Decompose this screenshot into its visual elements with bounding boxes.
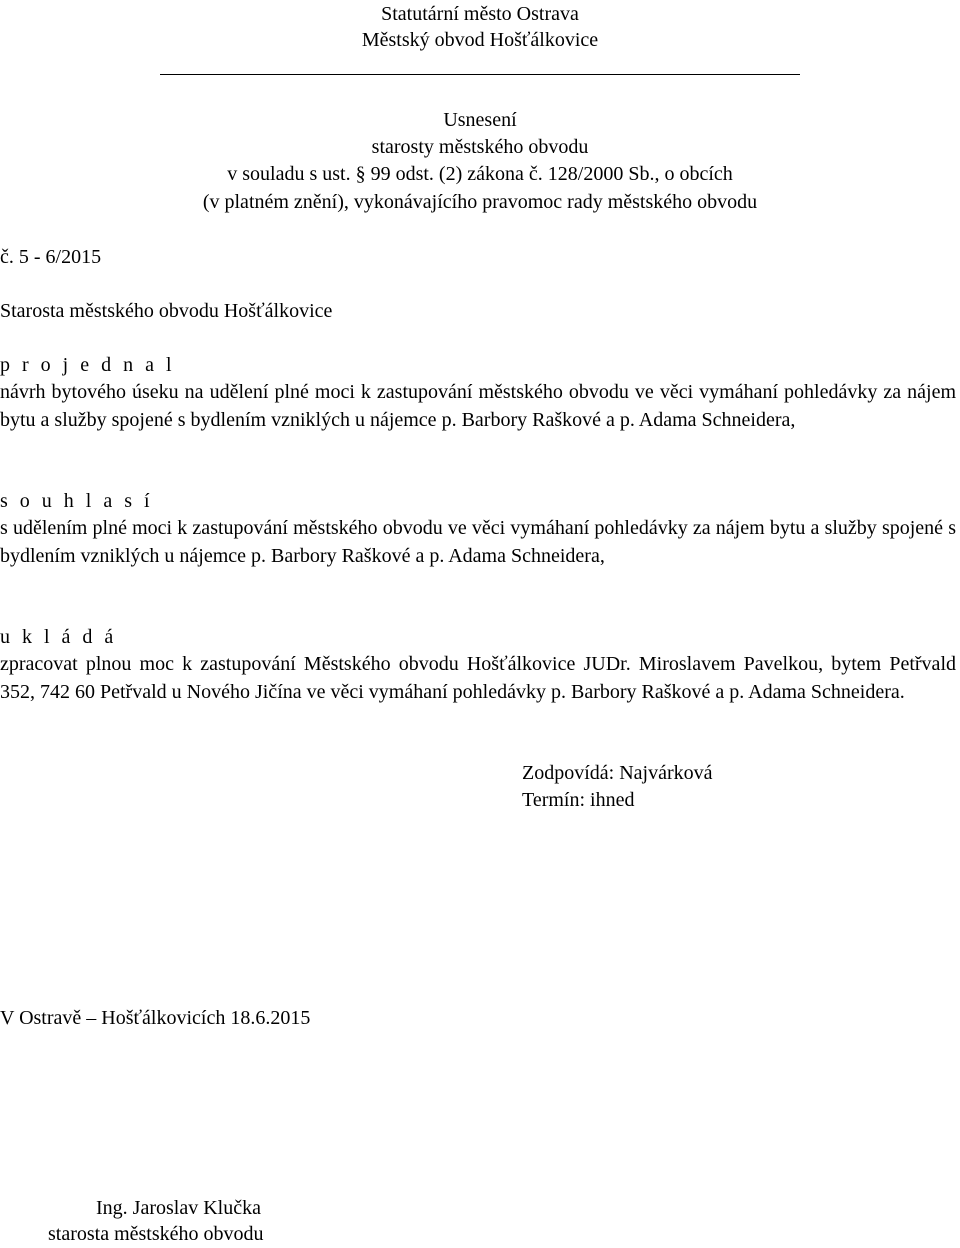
deadline: Termín: ihned (522, 789, 635, 811)
projednal-label: p r o j e d n a l (0, 354, 176, 376)
district-name: Městský obvod Hošťálkovice (361, 29, 599, 51)
document-heading: Usnesení (443, 109, 517, 131)
responsible-person: Zodpovídá: Najvárková (522, 762, 713, 784)
resolution-number: č. 5 - 6/2015 (0, 246, 102, 268)
signatory-role: starosta městského obvodu (48, 1223, 264, 1245)
legal-basis-line1: v souladu s ust. § 99 odst. (2) zákona č. 128/2000 Sb., o obcích (227, 163, 733, 185)
document-subheading: starosty městského obvodu (371, 136, 589, 158)
souhlasi-label: s o u h l a s í (0, 490, 154, 512)
subject-line: Starosta městského obvodu Hošťálkovice (0, 300, 333, 322)
uklada-text: zpracovat plnou moc k zastupování Městského obvodu Hošťálkovice JUDr. Miroslavem Pavelkou, bytem Petřvald 352, 742 60 Petřvald u Nového Jičína ve věci vymáhaní pohledávky p. Barbory Raškové a p. Adama Schneidera. (0, 653, 956, 703)
legal-basis-line2: (v platném znění), vykonávajícího pravomoc rady městského obvodu (202, 191, 758, 213)
city-name: Statutární město Ostrava (381, 3, 579, 25)
header-divider (160, 74, 800, 75)
souhlasi-text: s udělením plné moci k zastupování městského obvodu ve věci vymáhaní pohledávky za nájem bytu a služby spojené s bydlením vzniklých u nájemce p. Barbory Raškové a p. Adama Schneidera, (0, 517, 956, 567)
place-date: V Ostravě – Hošťálkovicích 18.6.2015 (0, 1007, 311, 1029)
projednal-text: návrh bytového úseku na udělení plné moci k zastupování městského obvodu ve věci vymáhaní pohledávky za nájem bytu a služby spojené s bydlením vzniklých u nájemce p. Barbory Raškové a p. Adama Schneidera, (0, 381, 956, 431)
uklada-label: u k l á d á (0, 626, 117, 648)
signatory-name: Ing. Jaroslav Klučka (96, 1197, 261, 1219)
